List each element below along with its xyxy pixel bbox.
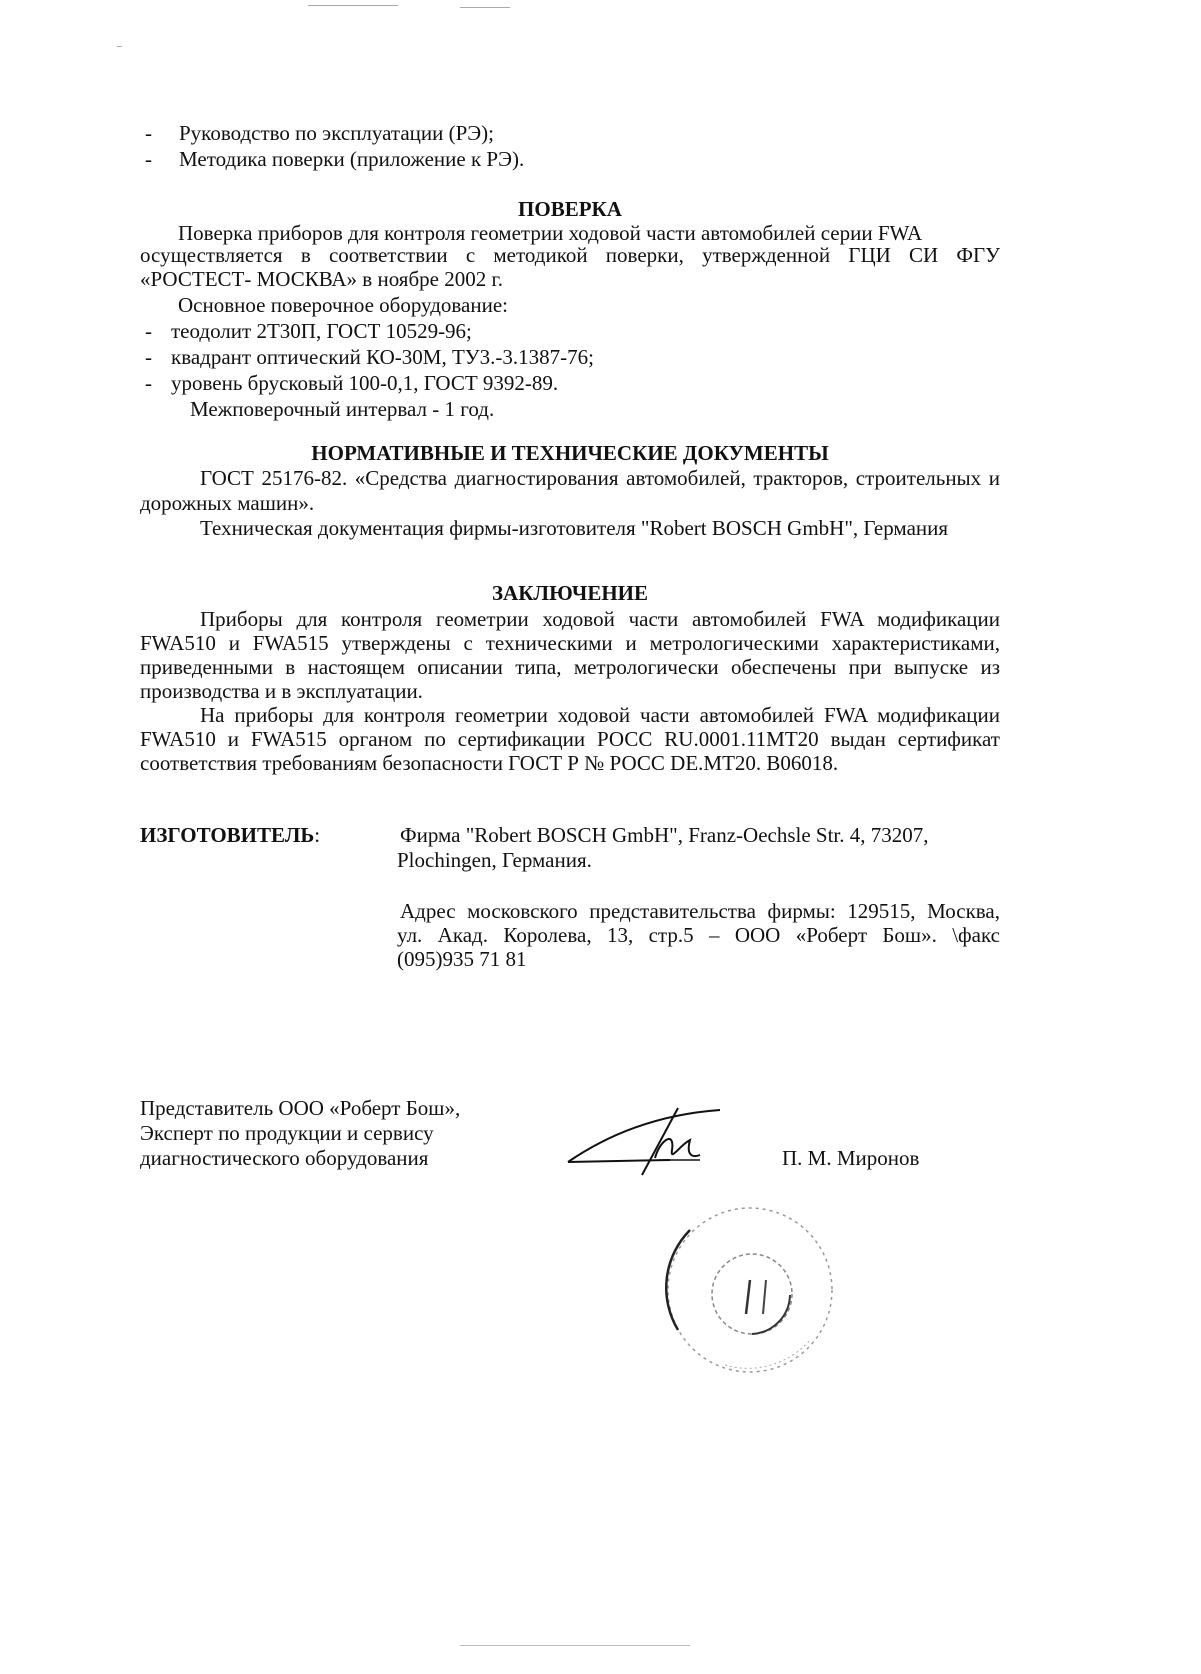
manufacturer-label-text: ИЗГОТОВИТЕЛЬ [140, 823, 315, 847]
bullet: - [145, 345, 152, 369]
list-item-text: Методика поверки (приложение к РЭ). [179, 147, 525, 171]
paragraph-line: ГОСТ 25176-82. «Средства диагностирования автомобилей, тракторов, строительных и [200, 466, 1000, 490]
list-item-text: квадрант оптический КО-30М, ТУ3.-3.1387-76; [171, 345, 594, 369]
list-item-text: уровень брусковый 100-0,1, ГОСТ 9392-89. [171, 371, 559, 395]
equipment-intro: Основное поверочное оборудование: [178, 293, 509, 317]
list-item [145, 344, 594, 370]
paragraph-line: FWA510 и FWA515 утверждены с техническими и метрологическими характеристиками, [140, 631, 1000, 655]
paragraph-line: дорожных машин». [140, 491, 315, 515]
interval-text: Межповерочный интервал - 1 год. [190, 397, 495, 421]
bullet: - [145, 319, 152, 343]
paragraph-line: соответствия требованиям безопасности ГОСТ Р № РОСС DE.МТ20. В06018. [140, 751, 839, 775]
paragraph-line: На приборы для контроля геометрии ходовой части автомобилей FWA модификации [200, 703, 1000, 727]
scan-artifact [117, 46, 122, 47]
paragraph-line: FWA510 и FWA515 органом по сертификации РОСС RU.0001.11МТ20 выдан сертификат [140, 727, 1000, 751]
list-item-text: Руководство по эксплуатации (РЭ); [179, 121, 494, 145]
scan-artifact [308, 5, 398, 6]
seal-stamp-icon [650, 1190, 850, 1390]
moscow-address-line: ул. Акад. Королева, 13, стр.5 – ООО «Роберт Бош». \факс [397, 923, 1000, 947]
scan-artifact [460, 7, 510, 8]
manufacturer-address-line: Plochingen, Германия. [397, 848, 592, 872]
section-heading-verification: ПОВЕРКА [518, 197, 622, 221]
paragraph-line: Приборы для контроля геометрии ходовой части автомобилей FWA модификации [200, 607, 1000, 631]
paragraph-line: Техническая документация фирмы-изготовителя "Robert BOSCH GmbH", Германия [200, 516, 949, 540]
list-item [145, 318, 472, 344]
list-item [145, 146, 524, 172]
bullet: - [145, 371, 152, 395]
paragraph-line: приведенными в настоящем описании типа, метрологически обеспечены при выпуске из [140, 655, 1000, 679]
moscow-address-line: Адрес московского представительства фирмы: 129515, Москва, [400, 899, 1000, 923]
manufacturer-label-colon: : [314, 823, 321, 847]
signer-name: П. М. Миронов [782, 1146, 920, 1170]
paragraph-line: производства и в эксплуатации. [140, 679, 423, 703]
signer-title-line: Эксперт по продукции и сервису [140, 1121, 434, 1145]
list-item [145, 120, 494, 146]
paragraph-line: «РОСТЕСТ- МОСКВА» в ноябре 2002 г. [140, 267, 503, 291]
bullet: - [145, 121, 152, 145]
paragraph-line: осуществляется в соответствии с методикой поверки, утвержденной ГЦИ СИ ФГУ [140, 243, 1000, 267]
paragraph-line: Поверка приборов для контроля геометрии ходовой части автомобилей серии FWA [178, 221, 923, 245]
bullet: - [145, 147, 152, 171]
moscow-address-line: (095)935 71 81 [397, 947, 527, 971]
list-item-text: теодолит 2Т30П, ГОСТ 10529-96; [171, 319, 472, 343]
signature-icon [560, 1100, 730, 1180]
signer-title-line: диагностического оборудования [140, 1146, 429, 1170]
list-item [145, 370, 558, 396]
manufacturer-label [140, 822, 320, 848]
section-heading-conclusion: ЗАКЛЮЧЕНИЕ [491, 581, 649, 605]
section-heading-norms: НОРМАТИВНЫЕ И ТЕХНИЧЕСКИЕ ДОКУМЕНТЫ [311, 441, 829, 465]
manufacturer-address-line: Фирма "Robert BOSCH GmbH", Franz-Oechsle Str. 4, 73207, [400, 823, 929, 847]
scan-artifact [460, 1645, 690, 1646]
signer-title-line: Представитель ООО «Роберт Бош», [140, 1096, 461, 1120]
